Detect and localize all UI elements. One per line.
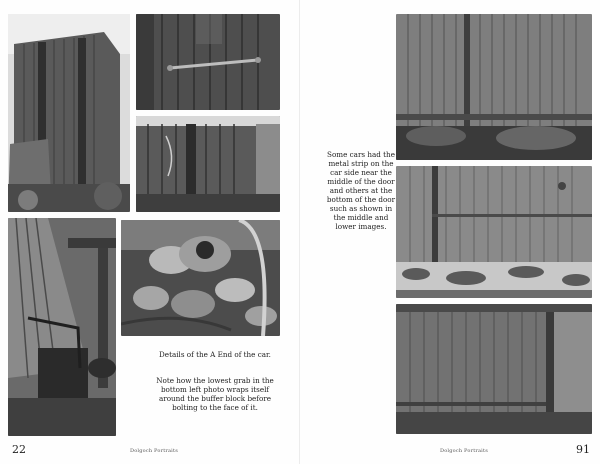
photo-lower-end (8, 218, 116, 436)
running-title-right: Dolgoch Portraits (440, 448, 488, 454)
photo-side-bottom (396, 304, 592, 434)
running-title-left: Dolgoch Portraits (130, 448, 178, 454)
photo-car-end-full (8, 14, 130, 212)
right-page (300, 0, 600, 464)
door-strip-caption: Some cars had the metal strip on the car side near the middle of the door and others at the bottom of the door such as shown in the middle and lower images. (326, 150, 396, 231)
page-number-right: 91 (576, 443, 590, 456)
photo-grab-handle (136, 14, 280, 110)
photo-side-middle (396, 166, 592, 298)
photo-foliage (121, 220, 280, 336)
page-number-left: 22 (12, 443, 26, 456)
note-caption: Note how the lowest grab in the bottom left photo wraps itself around the buffer block before bolting to the face of it. (156, 376, 274, 412)
details-caption: Details of the A End of the car. (159, 350, 271, 359)
photo-side-top (396, 14, 592, 160)
photo-end-detail (136, 116, 280, 212)
